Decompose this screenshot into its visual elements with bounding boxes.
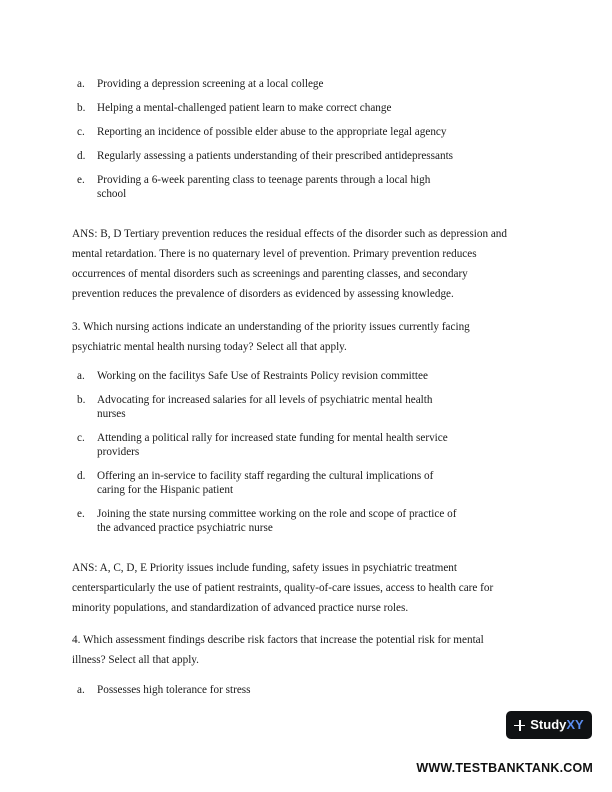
option-text-line: Attending a political rally for increased state funding for mental health service [97, 432, 448, 444]
option-text: Regularly assessing a patients understanding of their prescribed antidepressants [97, 150, 454, 162]
question-3 [72, 317, 548, 357]
option-letter: a. [77, 684, 85, 696]
option-letter: b. [77, 394, 86, 406]
website-url[interactable]: WWW.TESTBANKTANK.COM [416, 761, 593, 775]
option-text [97, 508, 497, 535]
answer-3 [72, 558, 548, 618]
option-text-line: Joining the state nursing committee working on the role and scope of practice of [97, 508, 457, 520]
answer-line: centersparticularly the use of patient restraints, quality-of-care issues, access to health care for [72, 582, 494, 594]
plus-icon [514, 720, 525, 731]
option-letter: d. [77, 150, 86, 162]
option-text: Reporting an incidence of possible elder abuse to the appropriate legal agency [97, 126, 447, 138]
answer-line: mental retardation. There is no quaternary level of prevention. Primary prevention reduces [72, 248, 477, 260]
option-text: Working on the facilitys Safe Use of Restraints Policy revision committee [97, 370, 428, 382]
option-text-line: Advocating for increased salaries for all levels of psychiatric mental health [97, 394, 433, 406]
option-text-line: nurses [97, 407, 126, 420]
option-text-line: Offering an in-service to facility staff regarding the cultural implications of [97, 470, 434, 482]
question-line: psychiatric mental health nursing today? Select all that apply. [72, 341, 347, 353]
option-text-line: school [97, 187, 127, 200]
answer-line: prevention reduces the prevalence of disorders as evidenced by assessing knowledge. [72, 288, 454, 300]
option-letter: a. [77, 78, 85, 90]
question-line: illness? Select all that apply. [72, 654, 199, 666]
option-letter: b. [77, 102, 86, 114]
question-line: 4. Which assessment findings describe risk factors that increase the potential risk for mental [72, 634, 484, 646]
answer-line: occurrences of mental disorders such as screenings and parenting classes, and secondary [72, 268, 468, 280]
answer-line: ANS: B, D Tertiary prevention reduces the residual effects of the disorder such as depression and [72, 228, 507, 240]
option-letter: c. [77, 126, 85, 138]
option-text [97, 470, 497, 497]
logo-text: StudyXY [530, 717, 584, 733]
option-letter: c. [77, 432, 85, 444]
option-text [97, 174, 497, 201]
answer-2 [72, 224, 548, 304]
option-text-line: Providing a 6-week parenting class to teenage parents through a local high [97, 174, 431, 186]
option-letter: e. [77, 508, 85, 520]
answer-line: ANS: A, C, D, E Priority issues include funding, safety issues in psychiatric treatment [72, 562, 457, 574]
question-line: 3. Which nursing actions indicate an understanding of the priority issues currently facing [72, 321, 470, 333]
option-text-line: the advanced practice psychiatric nurse [97, 521, 273, 534]
option-text [97, 432, 497, 459]
option-letter: d. [77, 470, 86, 482]
option-letter: a. [77, 370, 85, 382]
option-text: Helping a mental-challenged patient learn to make correct change [97, 102, 392, 114]
option-text: Possesses high tolerance for stress [97, 684, 251, 696]
option-letter: e. [77, 174, 85, 186]
option-text-line: providers [97, 445, 140, 458]
option-text [97, 394, 497, 421]
answer-line: minority populations, and standardization of advanced practice nurse roles. [72, 602, 409, 614]
option-text: Providing a depression screening at a local college [97, 78, 324, 90]
logo-accent: XY [566, 717, 584, 733]
question-4 [72, 630, 548, 670]
option-text-line: caring for the Hispanic patient [97, 483, 234, 496]
studyxy-logo[interactable] [506, 711, 592, 739]
